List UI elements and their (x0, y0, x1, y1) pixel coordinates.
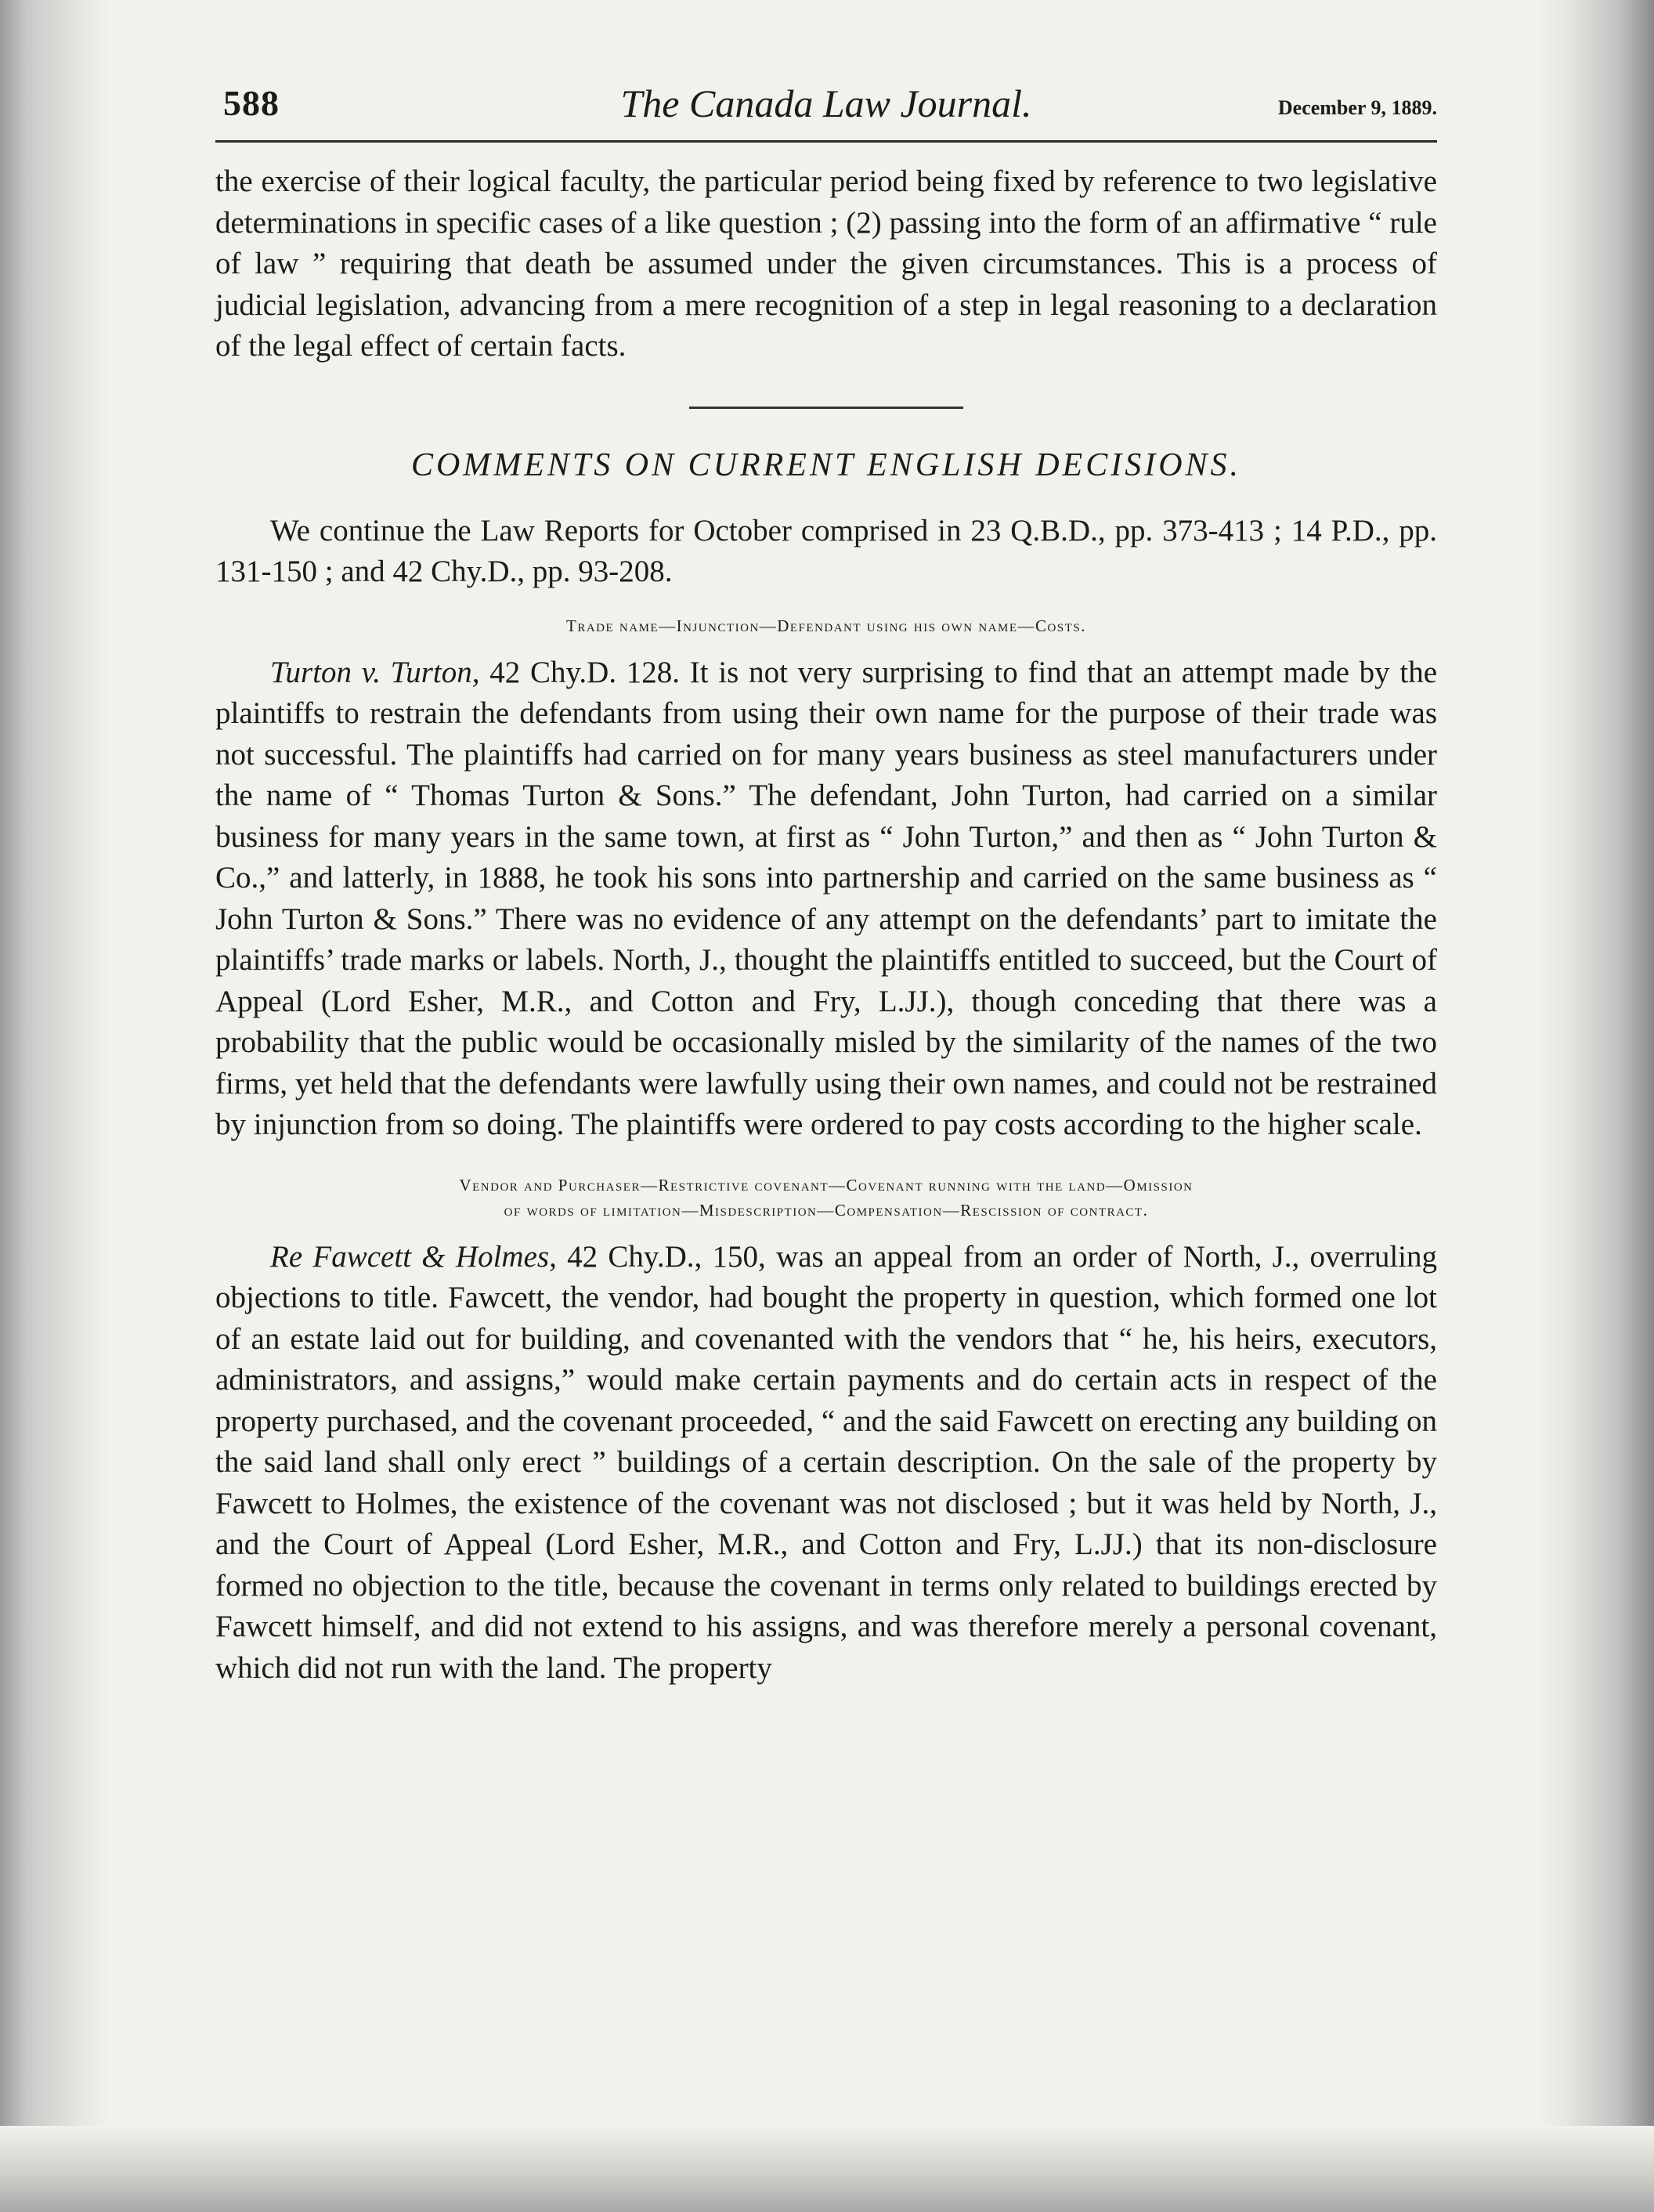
case1-paragraph (215, 652, 1437, 1146)
case2-text: 42 Chy.D., 150, was an appeal from an order of North, J., overruling objections to title. Fawcett, the vendor, had bought the property in question, which formed one lot of an estate laid out for building, and covenanted with the vendors that “ he, his heirs, executors, administrators, and assigns,” would make certain payments and do certain acts in respect of the property purchased, and the covenant proceeded, “ and the said Fawcett on erecting any building on the said land shall only erect ” buildings of a certain description. On the sale of the property by Fawcett to Holmes, the existence of the covenant was not disclosed ; but it was held by North, J., and the Court of Appeal (Lord Esher, M.R., and Cotton and Fry, L.JJ.) that its non-disclosure formed no objection to the title, because the covenant in terms only related to buildings erected by Fawcett himself, and did not extend to his assigns, and was therefore merely a personal covenant, which did not run with the land. The property (215, 1239, 1438, 1685)
case2-topic (215, 1173, 1437, 1223)
case2-topic-line1: Vendor and Purchaser—Restrictive covenant—Covenant running with the land—Omission (459, 1175, 1194, 1195)
page-number: 588 (223, 83, 280, 123)
journal-title: The Canada Law Journal. (620, 81, 1032, 125)
section-heading: COMMENTS ON CURRENT ENGLISH DECISIONS. (410, 446, 1242, 483)
scan-bottom-edge (0, 2126, 1654, 2212)
case2-topic-line2: of words of limitation—Misdescription—Compensation—Rescission of contract. (504, 1200, 1149, 1220)
opening-paragraph: the exercise of their logical faculty, the particular period being fixed by reference to two legislative determinations in specific cases of a like question ; (2) passing into the form of an affirmative “ rule of law ” requiring that death be assumed under the given circumstances. This is a process of judicial legislation, advancing from a mere recognition of a step in legal reasoning to a declaration of the legal effect of certain facts. (215, 164, 1437, 363)
scan-right-edge (1537, 0, 1654, 2212)
case1-name: Turton v. Turton, (270, 655, 480, 689)
section-divider (689, 407, 963, 409)
case2-paragraph (215, 1237, 1437, 1690)
section-intro: We continue the Law Reports for October comprised in 23 Q.B.D., pp. 373-413 ; 14 P.D., pp. 131-150 ; and 42 Chy.D., pp. 93-208. (215, 513, 1437, 588)
journal-page (215, 82, 1437, 1689)
scan-left-edge (0, 0, 110, 2212)
case1-text: 42 Chy.D. 128. It is not very surprising to find that an attempt made by the plaintiffs to restrain the defendants from using their own name for the purpose of their trade was not successful. The plaintiffs had carried on for many years business as steel manufacturers under the name of “ Thomas Turton & Sons.” The defendant, John Turton, had carried on a similar business for many years in the same town, at first as “ John Turton,” and then as “ John Turton & Co.,” and latterly, in 1888, he took his sons into partnership and carried on the same business as “ John Turton & Sons.” There was no evidence of any attempt on the defendants’ part to imitate the plaintiffs’ trade marks or labels. North, J., thought the plaintiffs entitled to succeed, but the Court of Appeal (Lord Esher, M.R., and Cotton and Fry, L.JJ.), though conceding that there was a probability that the public would be occasionally misled by the similarity of the names of the two firms, yet held that the defendants were lawfully using their own names, and could not be restrained by injunction from so doing. The plaintiffs were ordered to pay costs according to the higher scale. (215, 655, 1437, 1141)
page-header (215, 82, 1437, 137)
header-rule (215, 140, 1437, 143)
issue-date: December 9, 1889. (1277, 96, 1437, 119)
case2-name: Re Fawcett & Holmes, (270, 1239, 557, 1274)
case1-topic: Trade name—Injunction—Defendant using his own name—Costs. (566, 616, 1086, 635)
